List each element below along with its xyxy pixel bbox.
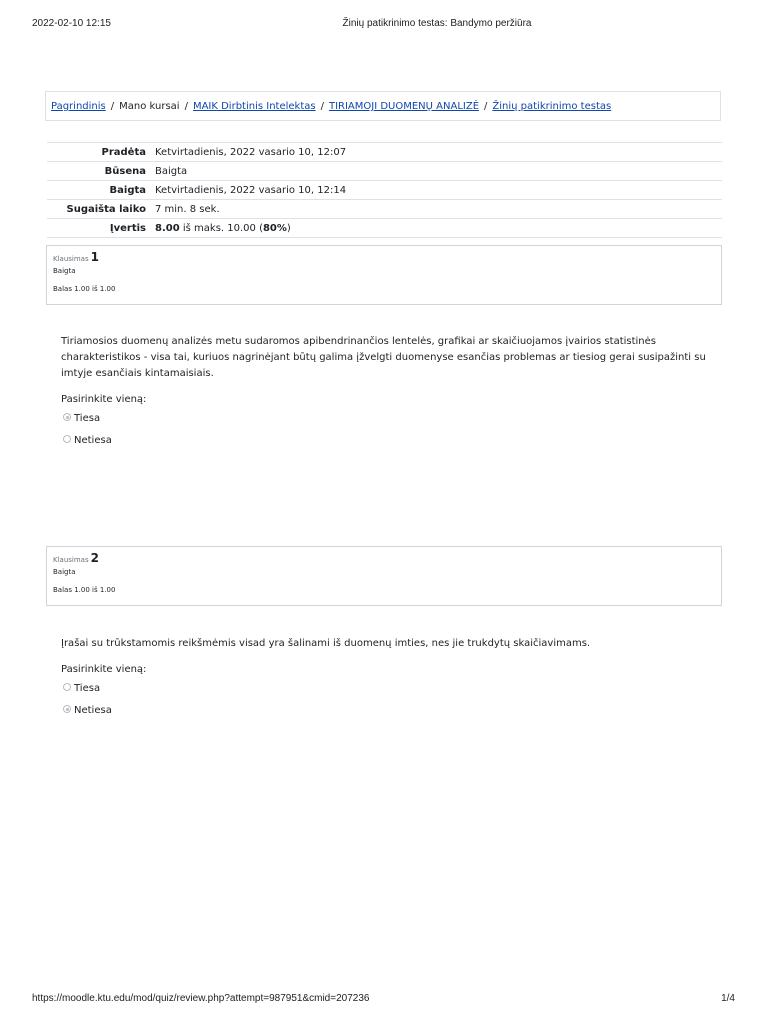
question-state: Baigta xyxy=(53,267,76,275)
breadcrumb-quiz-link[interactable]: Žinių patikrinimo testas xyxy=(492,101,612,112)
radio-selected-icon[interactable] xyxy=(63,705,71,713)
breadcrumb-section-link[interactable]: TIRIAMOJI DUOMENŲ ANALIZĖ xyxy=(328,101,480,112)
print-page-number: 1/4 xyxy=(721,993,735,1004)
answer-option-false[interactable] xyxy=(63,430,711,452)
answer-option-true[interactable] xyxy=(63,408,711,430)
question-content-1 xyxy=(61,334,711,452)
print-header xyxy=(0,18,768,32)
grade-percent: 80% xyxy=(262,222,287,234)
summary-row-completed xyxy=(47,181,722,200)
question-info-2 xyxy=(46,546,722,606)
question-info-1 xyxy=(46,245,722,305)
radio-selected-icon[interactable] xyxy=(63,413,71,421)
question-content-2 xyxy=(61,636,711,722)
summary-row-time-taken xyxy=(47,200,722,219)
option-label: Netiesa xyxy=(74,705,112,716)
breadcrumb-course-link[interactable]: MAIK Dirbtinis Intelektas xyxy=(192,101,316,112)
answer-option-false[interactable] xyxy=(63,700,711,722)
breadcrumb-my-courses: Mano kursai xyxy=(119,101,180,112)
breadcrumb-home-link[interactable]: Pagrindinis xyxy=(51,101,106,112)
breadcrumb-separator: / xyxy=(110,101,115,112)
answer-prompt: Pasirinkite vieną: xyxy=(61,394,147,405)
question-text: Tiriamosios duomenų analizės metu sudaromos apibendrinančios lentelės, grafikai ar skaičiuojamos įvairios statistinės charakteristikos - visa tai, kuriuos nagrinėjant būtų galima įžvelgti duomenyse esančias problemas ar tiesiog gerai susipažinti su imtyje esančiais kintamaisiais. xyxy=(61,336,706,379)
question-text: Įrašai su trūkstamomis reikšmėmis visad yra šalinami iš duomenų imties, nes jie trukdytų skaičiavimams. xyxy=(61,638,591,649)
summary-value: Ketvirtadienis, 2022 vasario 10, 12:14 xyxy=(155,181,722,200)
question-label: Klausimas xyxy=(53,255,89,263)
summary-label: Baigta xyxy=(47,181,155,200)
option-label: Tiesa xyxy=(74,413,101,424)
summary-label: Sugaišta laiko xyxy=(47,200,155,219)
summary-row-grade xyxy=(47,219,722,238)
print-date: 2022-02-10 12:15 xyxy=(32,18,111,29)
question-number: 1 xyxy=(90,250,99,264)
breadcrumb-separator: / xyxy=(484,101,488,112)
radio-empty-icon[interactable] xyxy=(63,683,71,691)
answer-prompt: Pasirinkite vieną: xyxy=(61,664,147,675)
summary-value: 7 min. 8 sek. xyxy=(155,200,722,219)
print-title: Žinių patikrinimo testas: Bandymo peržiūra xyxy=(342,18,532,29)
summary-value: Baigta xyxy=(155,162,722,181)
summary-row-started xyxy=(47,143,722,162)
breadcrumb-separator: / xyxy=(184,101,188,112)
summary-grade-value xyxy=(155,219,722,238)
grade-close: ) xyxy=(286,222,291,234)
radio-empty-icon[interactable] xyxy=(63,435,71,443)
attempt-summary-table xyxy=(47,142,722,238)
grade-score: 8.00 xyxy=(155,222,180,234)
question-state: Baigta xyxy=(53,568,76,576)
question-grade: Balas 1.00 iš 1.00 xyxy=(53,285,116,293)
summary-value: Ketvirtadienis, 2022 vasario 10, 12:07 xyxy=(155,143,722,162)
breadcrumb-separator: / xyxy=(320,101,324,112)
summary-label: Pradėta xyxy=(47,143,155,162)
summary-row-state xyxy=(47,162,722,181)
question-grade: Balas 1.00 iš 1.00 xyxy=(53,586,116,594)
question-label: Klausimas xyxy=(53,556,89,564)
print-url: https://moodle.ktu.edu/mod/quiz/review.php?attempt=987951&cmid=207236 xyxy=(32,993,370,1004)
question-number: 2 xyxy=(90,551,99,565)
breadcrumb xyxy=(45,91,721,121)
summary-label: Įvertis xyxy=(47,219,155,238)
answer-option-true[interactable] xyxy=(63,678,711,700)
option-label: Netiesa xyxy=(74,435,112,446)
summary-label: Būsena xyxy=(47,162,155,181)
option-label: Tiesa xyxy=(74,683,101,694)
grade-text: iš maks. 10.00 ( xyxy=(179,222,263,234)
